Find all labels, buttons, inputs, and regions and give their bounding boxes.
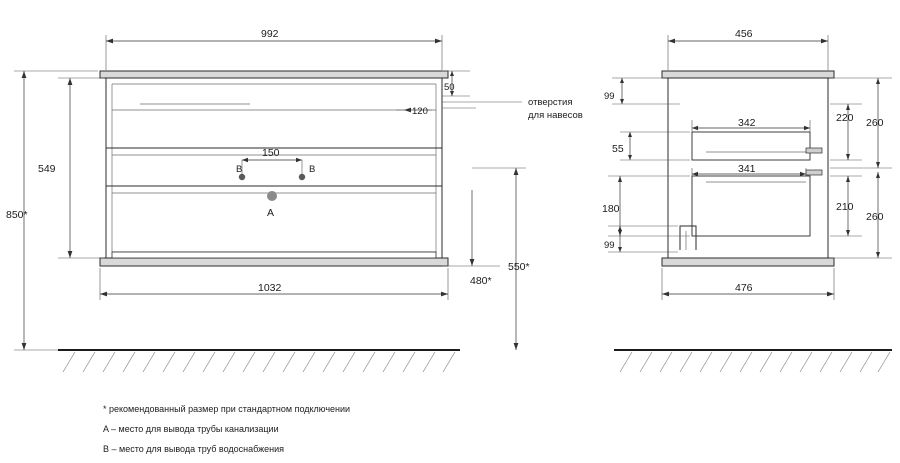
arrow-550-bottom (514, 343, 519, 350)
front-floor-hatching (63, 352, 455, 372)
dim-180-label: 180 (602, 203, 620, 215)
arrow-549-top (68, 78, 73, 85)
footnote-2: A – место для вывода трубы канализации (103, 424, 279, 434)
arrow-55-b (628, 155, 632, 160)
arrow-260b-a (876, 172, 880, 178)
dim-260-lower-label: 260 (866, 211, 884, 223)
arrow-992-right (435, 39, 442, 44)
arrow-220-a (846, 104, 850, 110)
arrow-480-bottom (470, 259, 475, 266)
side-upper-drawer (692, 132, 810, 160)
arrow-476-right (827, 292, 834, 297)
dim-55-label: 55 (612, 143, 624, 155)
water-left-label: B (236, 164, 243, 175)
arrow-99top-b (620, 99, 624, 104)
arrow-1032-right (441, 292, 448, 297)
dim-99-bottom-label: 99 (604, 240, 615, 251)
dim-550-label: 550* (508, 261, 530, 273)
arrow-260a-b (876, 162, 880, 168)
side-lower-handle (806, 170, 822, 175)
arrow-992-left (106, 39, 113, 44)
footnote-1: * рекомендованный размер при стандартном подключении (103, 404, 351, 414)
side-base-plinth (662, 258, 834, 266)
dim-50-label: 50 (444, 82, 455, 93)
front-base-inner (112, 252, 436, 258)
arrow-550-top (514, 168, 519, 175)
arrow-180-a (618, 176, 622, 182)
arrow-210-a (846, 176, 850, 182)
arrow-1032-left (100, 292, 107, 297)
arrow-99top-a (620, 78, 624, 83)
front-cabinet-body (106, 78, 442, 258)
side-lower-drawer (692, 176, 810, 236)
arrow-850-top (22, 71, 27, 78)
side-countertop (662, 71, 834, 78)
arrow-210-b (846, 230, 850, 236)
dim-99-top-label: 99 (604, 91, 615, 102)
callout-hanger-line1: отверстия (528, 97, 573, 108)
arrow-220-b (846, 154, 850, 160)
dim-220-label: 220 (836, 112, 854, 124)
dim-476-label: 476 (735, 282, 753, 294)
arrow-456-left (668, 39, 675, 44)
dim-150-label: 150 (262, 147, 280, 159)
drain-outlet-marker (267, 191, 277, 201)
dim-120-label: 120 (412, 106, 428, 117)
dim-260-upper-label: 260 (866, 117, 884, 129)
side-view-group (602, 28, 892, 372)
drain-label: A (267, 207, 275, 219)
water-right-label: B (309, 164, 316, 175)
arrow-99bot-a (618, 226, 622, 231)
dim-549-label: 549 (38, 163, 56, 175)
dim-210-label: 210 (836, 201, 854, 213)
side-upper-handle (806, 148, 822, 153)
arrow-456-right (821, 39, 828, 44)
dim-456-label: 456 (735, 28, 753, 40)
front-base-plinth (100, 258, 448, 266)
footnotes-group (103, 404, 350, 454)
dim-1032-label: 1032 (258, 282, 282, 294)
front-countertop (100, 71, 448, 78)
dim-480-label: 480* (470, 275, 492, 287)
arrow-549-bottom (68, 251, 73, 258)
footnote-3: B – место для вывода труб водоснабжения (103, 444, 285, 454)
arrow-260a-a (876, 78, 880, 84)
dim-992-label: 992 (261, 28, 279, 40)
arrow-476-left (662, 292, 669, 297)
dim-850-label: 850* (6, 209, 28, 221)
callout-hanger-line2: для навесов (528, 110, 583, 121)
arrow-55-a (628, 132, 632, 137)
arrow-50-top (450, 71, 454, 76)
arrow-260b-b (876, 252, 880, 258)
dim-342-label: 342 (738, 117, 756, 129)
arrow-850-bottom (22, 343, 27, 350)
front-view-group (6, 28, 583, 372)
side-floor-hatching (620, 352, 890, 372)
arrow-99bot-b (618, 247, 622, 252)
dim-341-label: 341 (738, 163, 756, 175)
